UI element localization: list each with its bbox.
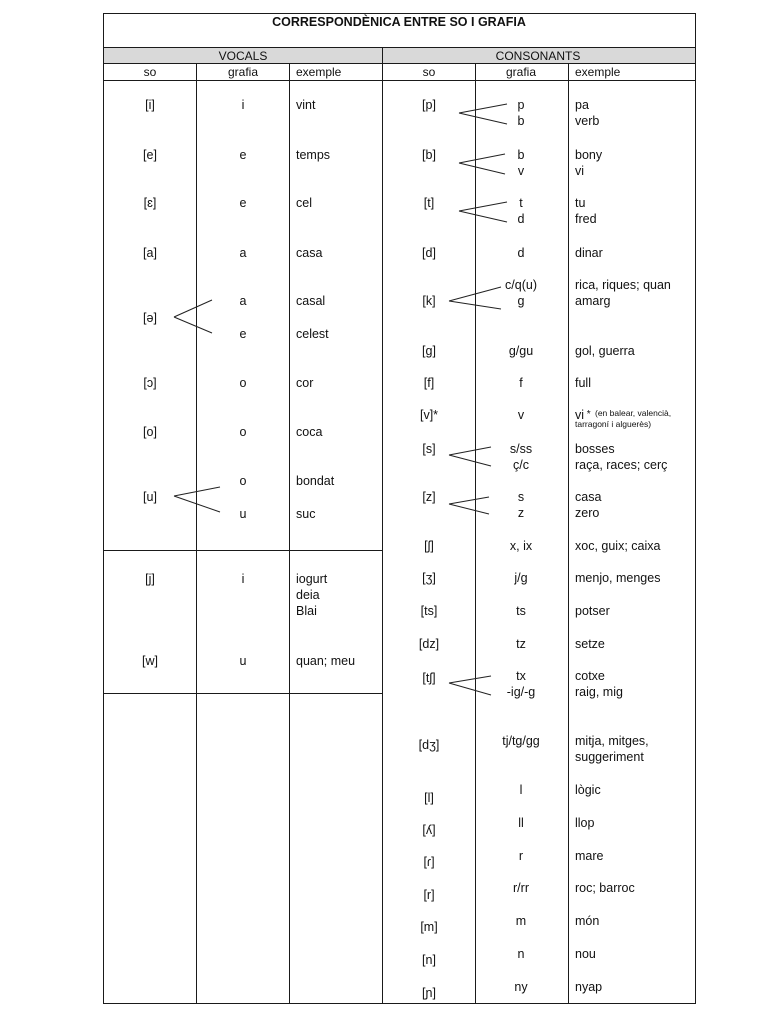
semivowel-spelling: i — [241, 572, 245, 586]
column-header-example-consonants: exemple — [575, 65, 621, 79]
consonant-example: tu — [575, 196, 586, 210]
consonant-spelling: r — [518, 849, 524, 863]
vowel-example: bondat — [296, 474, 335, 488]
table-border-bottom — [104, 1003, 695, 1004]
consonant-spelling: ç/c — [513, 458, 529, 472]
semivowel-spelling: u — [239, 654, 247, 668]
consonant-spelling: s — [517, 490, 525, 504]
vowel-example: cel — [296, 196, 312, 210]
consonant-example: vi * — [575, 408, 591, 422]
consonant-spelling: d — [517, 246, 525, 260]
consonant-sound: [b] — [422, 148, 436, 162]
consonant-column-divider-2 — [568, 63, 569, 1004]
column-header-example-vowels: exemple — [296, 65, 342, 79]
semivowel-bottom-rule — [104, 693, 382, 694]
table-border-left — [103, 13, 104, 1004]
section-header-vowels: VOCALS — [218, 49, 268, 63]
consonant-sound: [t] — [423, 196, 435, 210]
consonant-spelling: g/gu — [508, 344, 534, 358]
consonant-spelling: n — [517, 947, 525, 961]
consonant-spelling: b — [517, 114, 525, 128]
consonant-spelling: ll — [518, 816, 524, 830]
semivowel-top-rule — [104, 550, 382, 551]
consonant-sound: [v]* — [419, 408, 439, 422]
section-header-top-rule — [104, 47, 695, 48]
column-header-spelling-consonants: grafia — [505, 65, 537, 79]
consonant-sound: [k] — [422, 294, 436, 308]
vowel-spelling: e — [239, 327, 247, 341]
consonant-sound: [l] — [424, 791, 434, 805]
consonant-example: xoc, guix; caixa — [575, 539, 661, 553]
consonant-example: nyap — [575, 980, 603, 994]
consonant-example: món — [575, 914, 600, 928]
vowel-example: coca — [296, 425, 323, 439]
semivowel-example: quan; meu — [296, 654, 356, 668]
consonant-spelling: v — [517, 164, 525, 178]
consonant-example: cotxe — [575, 669, 605, 683]
consonant-example: pa — [575, 98, 589, 112]
semivowel-example: iogurt — [296, 572, 328, 586]
consonant-sound: [dz] — [418, 637, 440, 651]
example-footnote: tarragoní i alguerès) — [575, 419, 652, 429]
consonant-example: mare — [575, 849, 604, 863]
consonant-example: bony — [575, 148, 603, 162]
consonant-spelling: g — [517, 294, 525, 308]
consonant-split-bracket-tsh — [0, 0, 1, 1]
divider-vowels-consonants — [382, 47, 383, 1004]
vowel-column-divider-1 — [196, 63, 197, 1004]
vowel-example: casal — [296, 294, 326, 308]
vowel-sound: [o] — [143, 425, 157, 439]
example-footnote: (en balear, valencià, — [595, 408, 672, 418]
consonant-spelling: tz — [516, 637, 526, 651]
vowel-example: vint — [296, 98, 316, 112]
consonant-spelling: tx — [516, 669, 526, 683]
consonant-sound: [ts] — [420, 604, 438, 618]
consonant-example: mitja, mitges, — [575, 734, 649, 748]
consonant-example: suggeriment — [575, 750, 644, 764]
consonant-sound: [m] — [420, 920, 438, 934]
vowel-sound: [ɛ] — [143, 196, 157, 210]
consonant-example: gol, guerra — [575, 344, 635, 358]
footnote-mark: * — [584, 409, 591, 420]
semivowel-sound: [j] — [145, 572, 155, 586]
consonant-spelling: j/g — [514, 571, 528, 585]
consonant-example: dinar — [575, 246, 603, 260]
consonant-sound: [tʃ] — [422, 671, 436, 685]
consonant-spelling: l — [519, 783, 523, 797]
vowel-spelling: e — [239, 196, 247, 210]
consonant-sound: [p] — [422, 98, 436, 112]
consonant-example: raig, mig — [575, 685, 623, 699]
consonant-spelling: m — [515, 914, 527, 928]
consonant-sound: [z] — [422, 490, 436, 504]
consonant-example: full — [575, 376, 591, 390]
consonant-spelling: ts — [516, 604, 526, 618]
consonant-example: roc; barroc — [575, 881, 635, 895]
table-border-top — [104, 13, 695, 14]
consonant-example: amarg — [575, 294, 611, 308]
semivowel-sound: [w] — [142, 654, 158, 668]
consonant-example: bosses — [575, 442, 615, 456]
consonant-spelling: r/rr — [513, 881, 529, 895]
vowel-sound: [ə] — [143, 311, 157, 325]
consonant-spelling: c/q(u) — [505, 278, 537, 292]
vowel-sound: [e] — [143, 148, 157, 162]
consonant-sound: [ɾ] — [423, 855, 435, 869]
consonant-sound: [r] — [423, 888, 435, 902]
consonant-example: zero — [575, 506, 600, 520]
consonant-example: vi — [575, 164, 585, 178]
consonant-sound: [s] — [422, 442, 436, 456]
consonant-example: verb — [575, 114, 600, 128]
column-header-spelling-vowels: grafia — [227, 65, 259, 79]
consonant-example: setze — [575, 637, 605, 651]
consonant-spelling: tj/tg/gg — [502, 734, 540, 748]
consonant-example: menjo, menges — [575, 571, 661, 585]
vowel-example: casa — [296, 246, 323, 260]
consonant-spelling: -ig/-g — [506, 685, 536, 699]
consonant-spelling: z — [517, 506, 525, 520]
consonant-example: raça, races; cerç — [575, 458, 668, 472]
vowel-example: celest — [296, 327, 329, 341]
vowel-sound: [u] — [143, 490, 157, 504]
vowel-spelling: o — [239, 474, 247, 488]
vowel-spelling: o — [239, 376, 247, 390]
section-header-band — [104, 47, 695, 63]
section-header-consonants: CONSONANTS — [495, 49, 581, 63]
consonant-spelling: t — [519, 196, 523, 210]
consonant-spelling: v — [517, 408, 525, 422]
vowel-spelling: i — [241, 98, 245, 112]
vowel-example: cor — [296, 376, 314, 390]
consonant-spelling: s/ss — [509, 442, 533, 456]
consonant-spelling: ny — [514, 980, 528, 994]
column-header-bottom-rule — [104, 80, 695, 81]
vowel-spelling: u — [239, 507, 247, 521]
vowel-spelling: a — [239, 294, 247, 308]
vowel-sound: [a] — [143, 246, 157, 260]
column-header-sound-consonants: so — [422, 65, 436, 79]
consonant-sound: [ʃ] — [424, 539, 434, 553]
consonant-example: rica, riques; quan — [575, 278, 671, 292]
vowel-spelling: a — [239, 246, 247, 260]
consonant-spelling: b — [517, 148, 525, 162]
vowel-column-divider-2 — [289, 63, 290, 1004]
consonant-example: fred — [575, 212, 597, 226]
consonant-spelling: p — [517, 98, 525, 112]
column-header-top-rule — [104, 63, 695, 64]
column-header-sound-vowels: so — [143, 65, 157, 79]
table-border-right — [695, 13, 696, 1004]
consonant-sound: [ʎ] — [422, 823, 436, 837]
vowel-sound: [i] — [145, 98, 155, 112]
semivowel-example: deia — [296, 588, 320, 602]
consonant-sound: [f] — [423, 376, 435, 390]
semivowel-example: Blai — [296, 604, 317, 618]
consonant-example: potser — [575, 604, 610, 618]
consonant-example: llop — [575, 816, 595, 830]
consonant-example: lògic — [575, 783, 601, 797]
consonant-sound: [ɲ] — [422, 986, 436, 1000]
vowel-example: temps — [296, 148, 331, 162]
consonant-sound: [d] — [422, 246, 436, 260]
consonant-example: nou — [575, 947, 596, 961]
consonant-sound: [ʒ] — [422, 571, 436, 585]
consonant-spelling: x, ix — [509, 539, 533, 553]
consonant-sound: [n] — [422, 953, 436, 967]
consonant-spelling: d — [517, 212, 525, 226]
vowel-spelling: e — [239, 148, 247, 162]
vowel-spelling: o — [239, 425, 247, 439]
consonant-example: casa — [575, 490, 602, 504]
vowel-example: suc — [296, 507, 316, 521]
vowel-sound: [ɔ] — [143, 376, 157, 390]
consonant-sound: [dʒ] — [418, 738, 440, 752]
consonant-column-divider-1 — [475, 63, 476, 1004]
table-title: CORRESPONDÈNICA ENTRE SO I GRAFIA — [272, 15, 526, 29]
consonant-spelling: f — [519, 376, 523, 390]
consonant-sound: [g] — [422, 344, 436, 358]
